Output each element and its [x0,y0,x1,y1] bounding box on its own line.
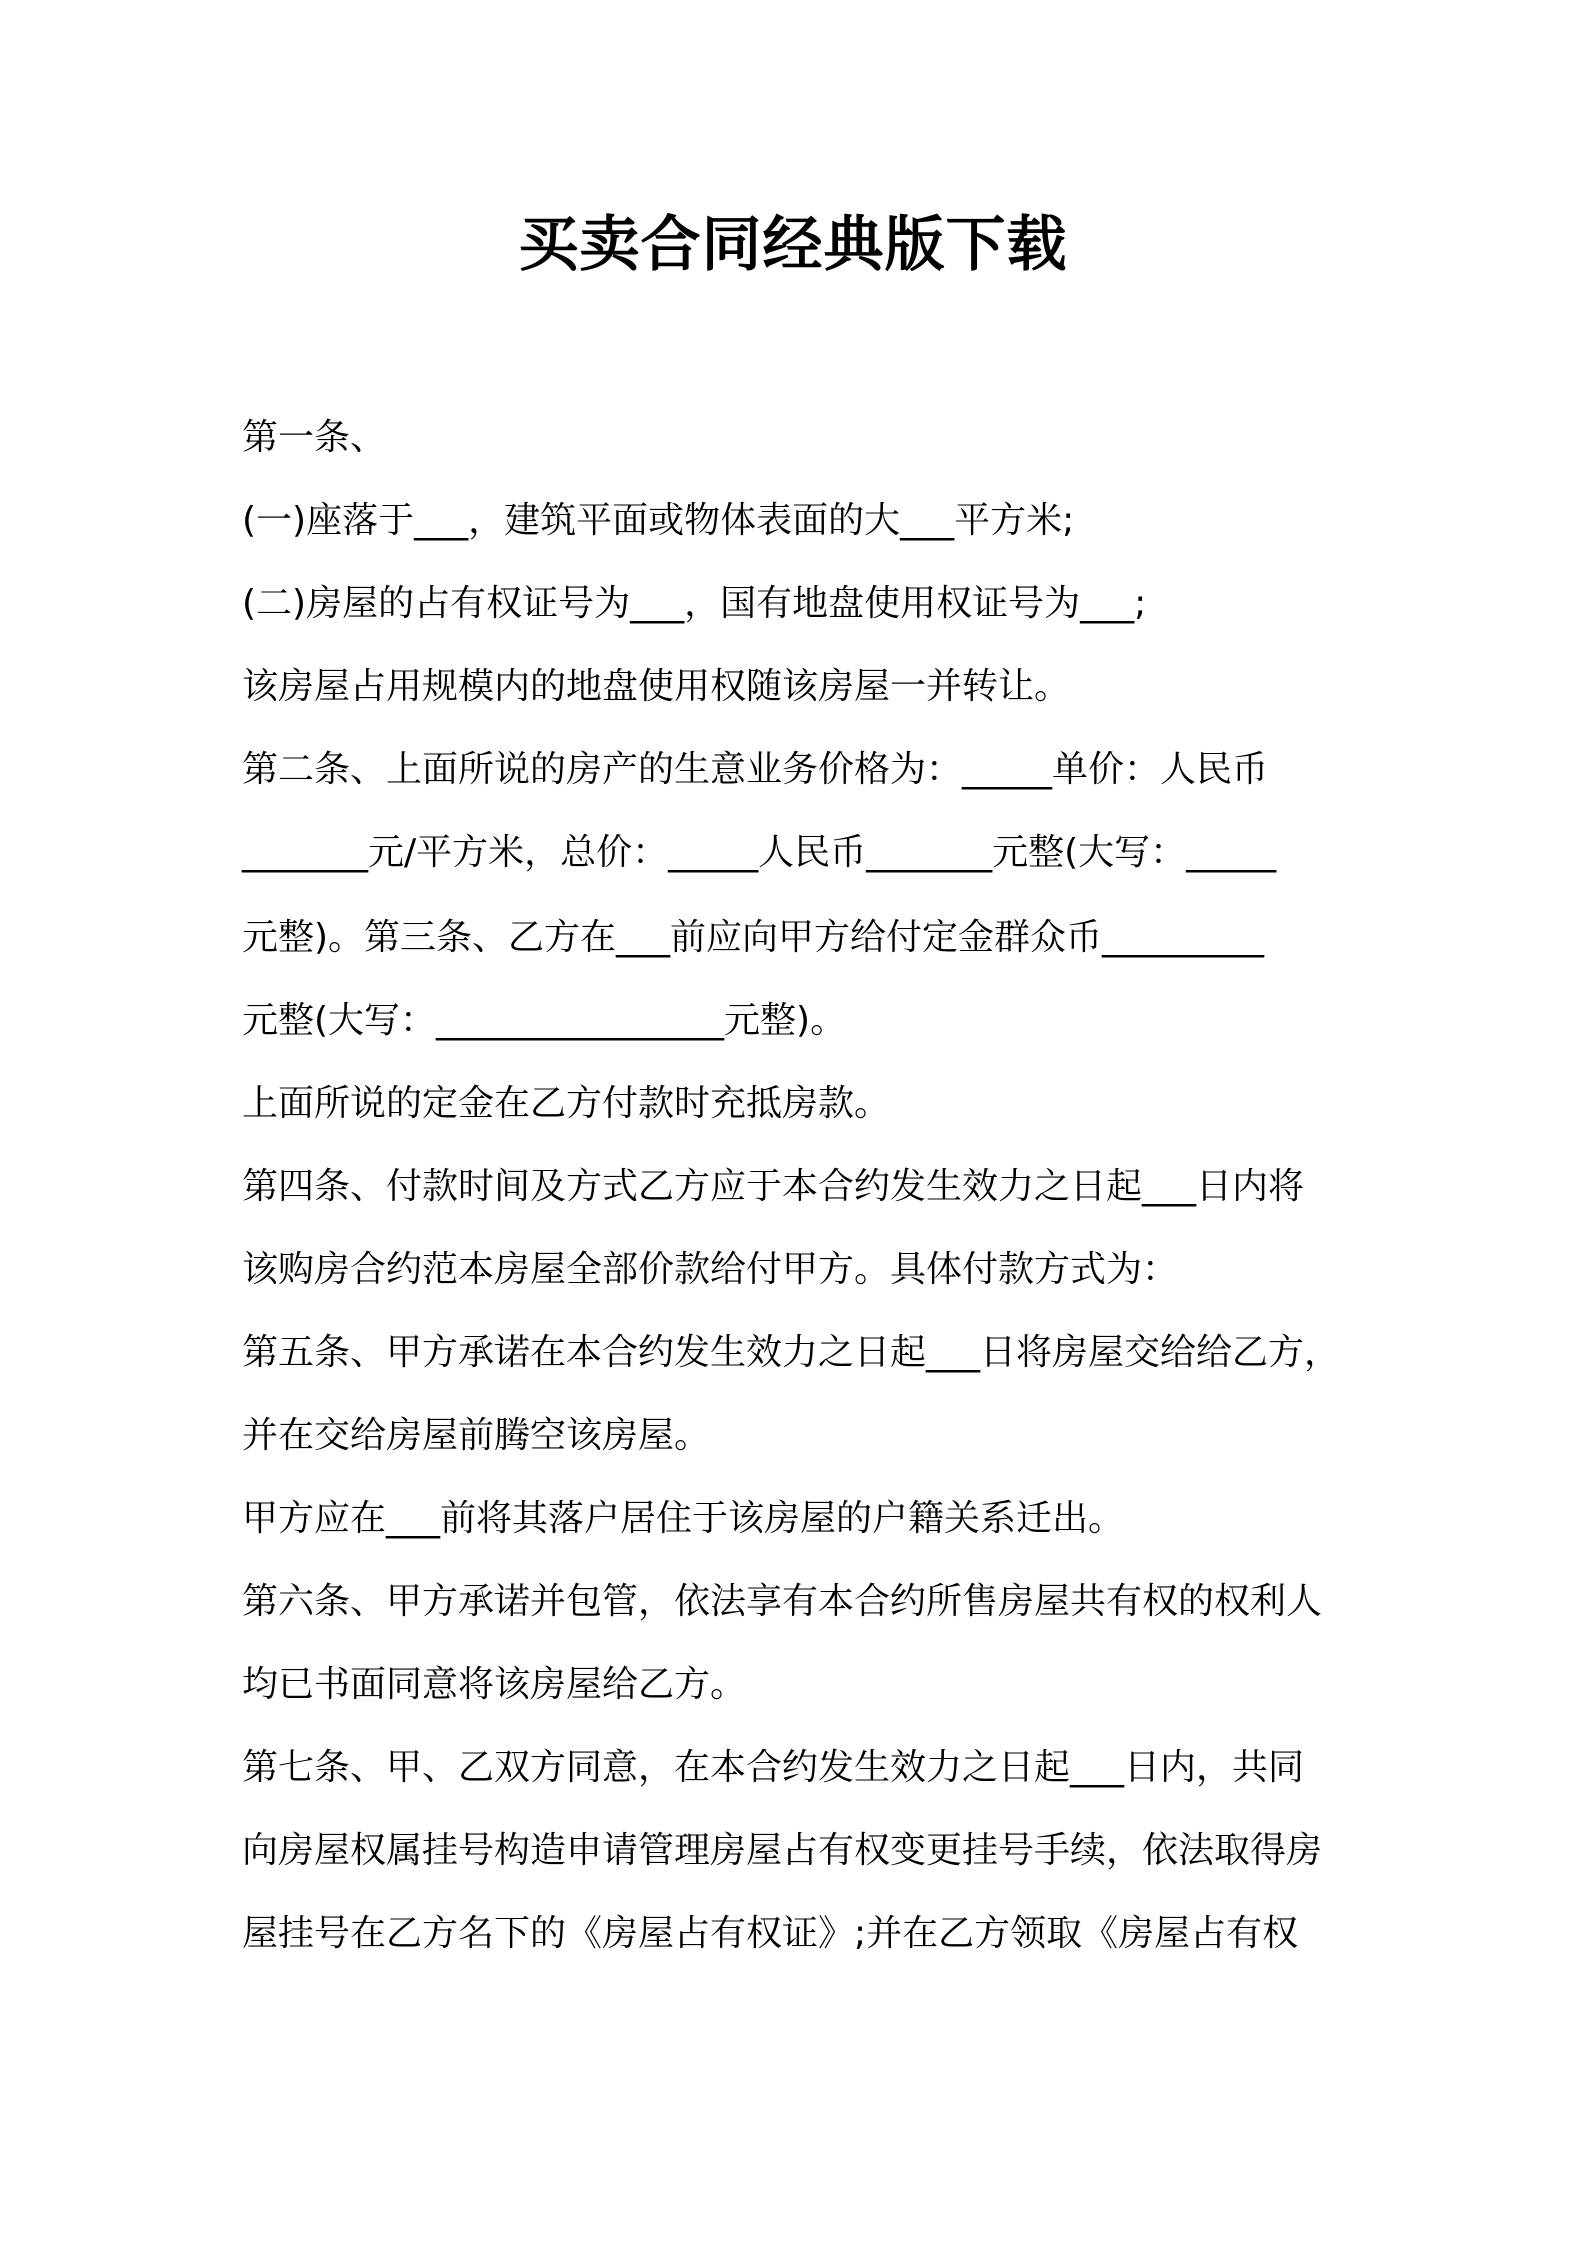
clause-2-line-2: _______元/平方米，总价：_____人民币_______元整(大写：_____ [242,832,1277,873]
clause-7-line-2: 向房屋权属挂号构造申请管理房屋占有权变更挂号手续，依法取得房 [242,1830,1323,1871]
clause-1-item-2: (二)房屋的占有权证号为___，国有地盘使用权证号为___; [242,583,1147,624]
clause-7-line-1: 第七条、甲、乙双方同意，在本合约发生效力之日起___日内，共同 [242,1747,1305,1788]
clause-6-line-2: 均已书面同意将该房屋给乙方。 [242,1664,747,1705]
document-title: 买卖合同经典版下载 [518,210,1068,280]
clause-4-line-1: 第四条、付款时间及方式乙方应于本合约发生效力之日起___日内将 [242,1166,1305,1207]
clause-6-line-1: 第六条、甲方承诺并包管，依法享有本合约所售房屋共有权的权利人 [242,1581,1323,1622]
clause-1-note: 该房屋占用规模内的地盘使用权随该房屋一并转让。 [242,666,1071,707]
clause-1-item-1: (一)座落于___，建筑平面或物体表面的大___平方米; [242,500,1075,541]
clause-4-line-2: 该购房合约范本房屋全部价款给付甲方。具体付款方式为： [242,1249,1179,1290]
clause-5-note: 甲方应在___前将其落户居住于该房屋的户籍关系迁出。 [242,1498,1125,1539]
clause-5-line-1: 第五条、甲方承诺在本合约发生效力之日起___日将房屋交给给乙方， [242,1332,1341,1373]
clause-7-line-3: 屋挂号在乙方名下的《房屋占有权证》;并在乙方领取《房屋占有权 [242,1913,1299,1954]
clause-1-heading: 第一条、 [242,417,387,458]
clause-3-note: 上面所说的定金在乙方付款时充抵房款。 [242,1083,891,1124]
clause-3-line-2: 元整(大写：________________元整)。 [242,1000,847,1041]
clause-3-line-1: 元整)。第三条、乙方在___前应向甲方给付定金群众币_________ [242,917,1265,958]
clause-5-line-2: 并在交给房屋前腾空该房屋。 [242,1415,711,1456]
clause-2-line-1: 第二条、上面所说的房产的生意业务价格为：_____单价：人民币 [242,749,1269,790]
